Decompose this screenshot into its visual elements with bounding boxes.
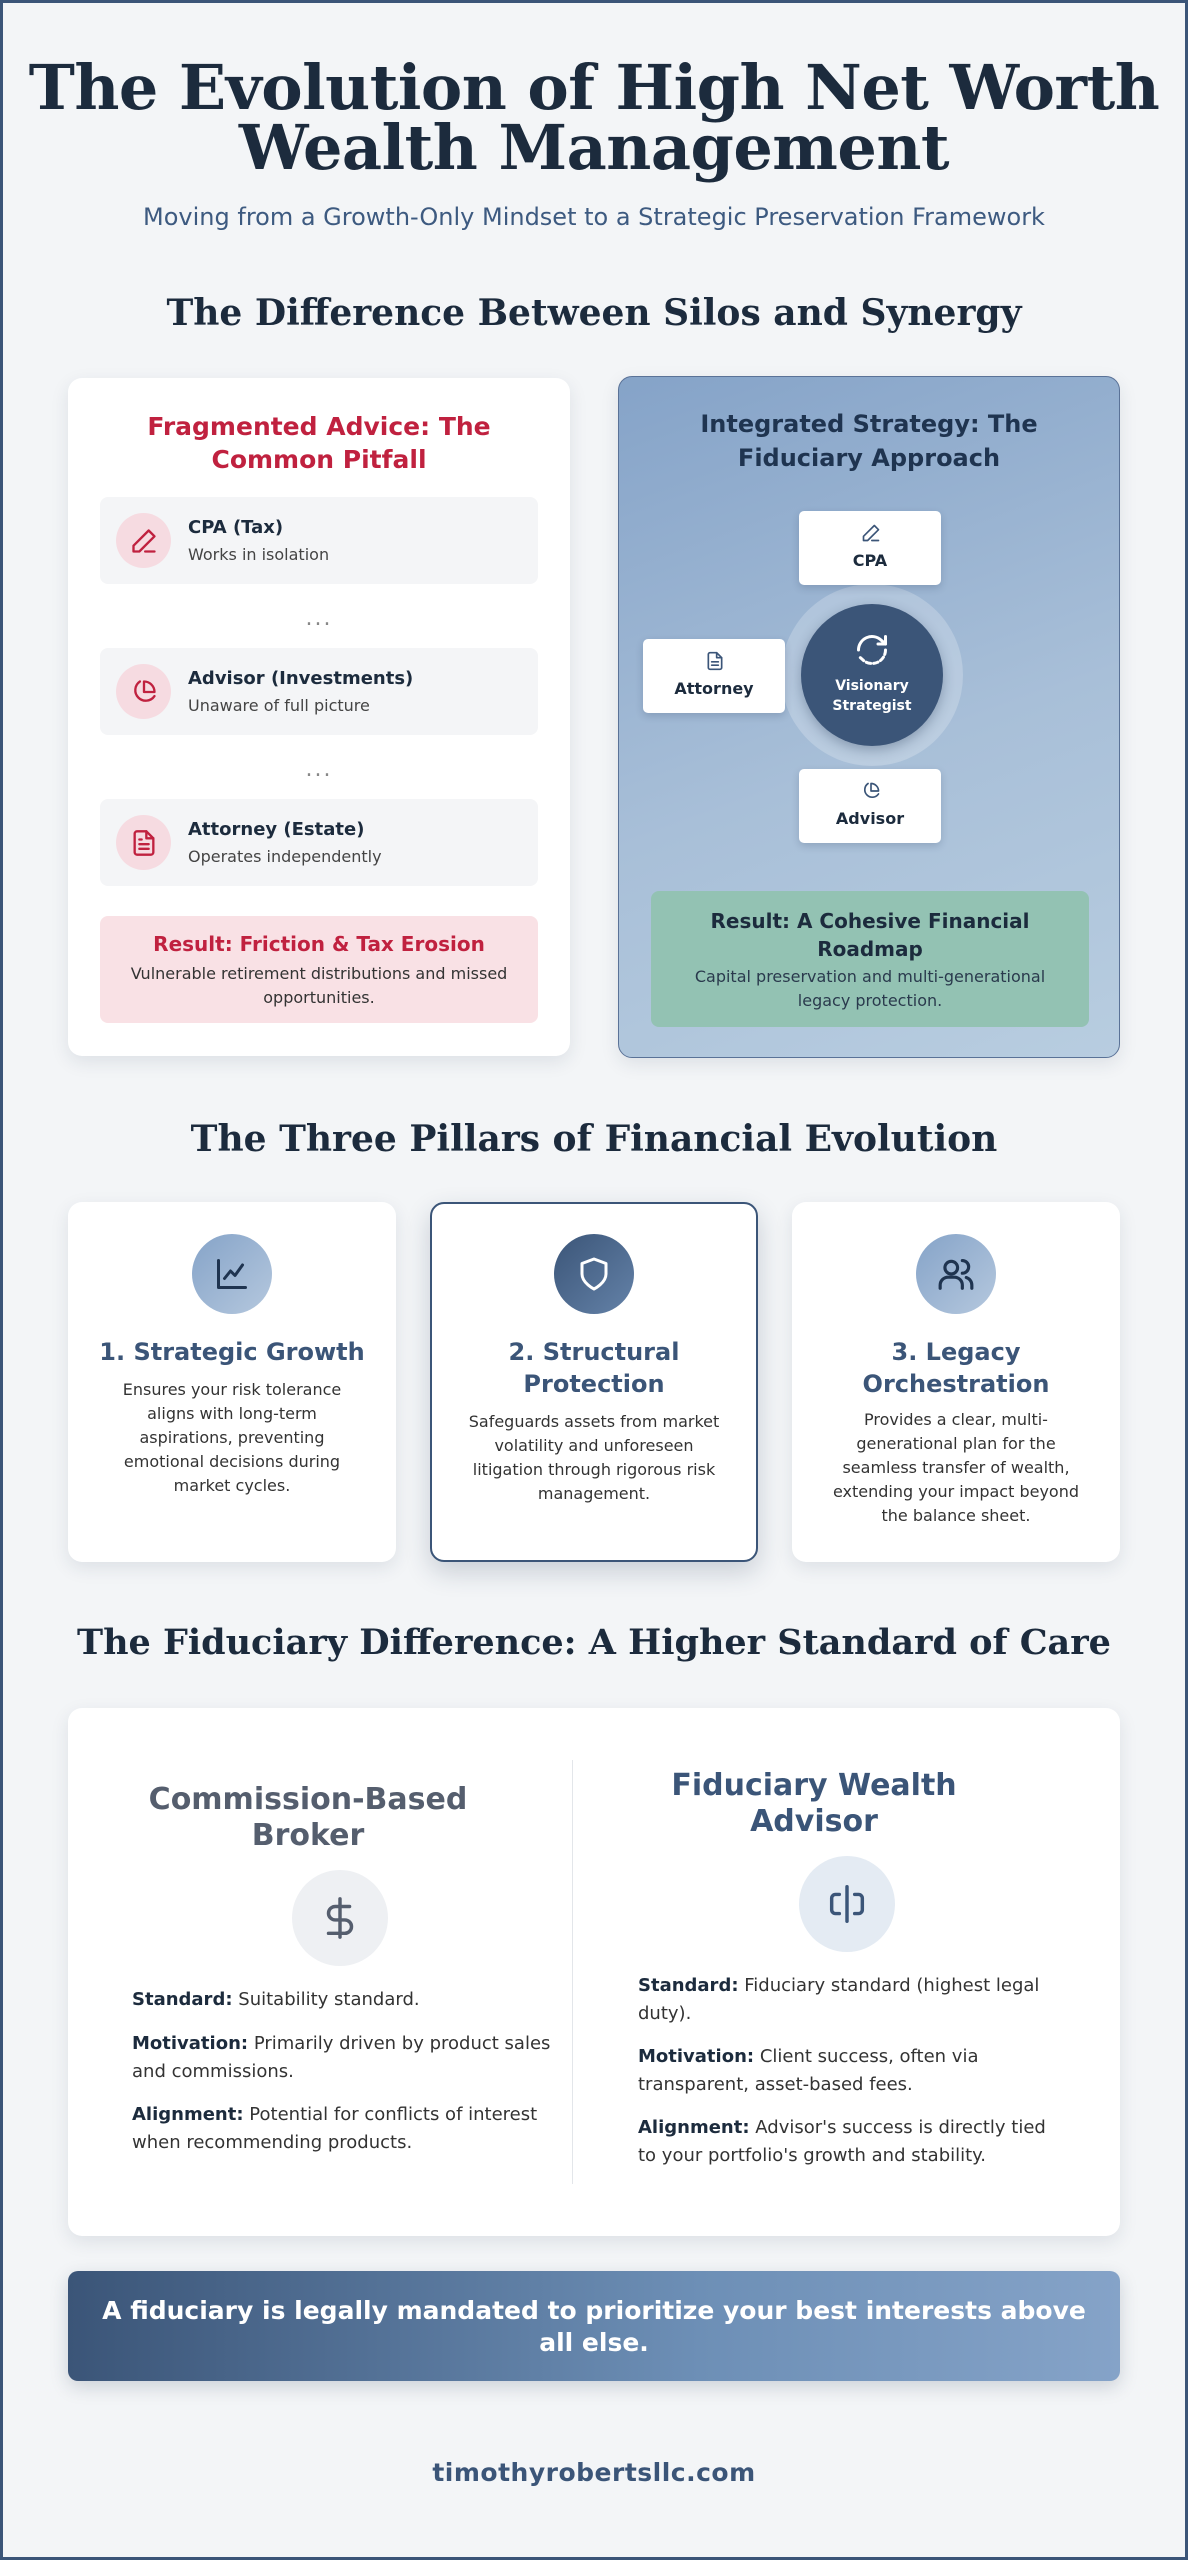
- users-icon: [916, 1234, 996, 1314]
- silo-item-cpa: [100, 497, 538, 584]
- fragmented-result-title: Result: Friction & Tax Erosion: [153, 932, 485, 956]
- row-label: Motivation:: [638, 2046, 755, 2067]
- node-advisor: [799, 769, 941, 843]
- pillar-desc: Safeguards assets from market volatility and unforeseen litigation through rigorous risk management.: [468, 1412, 720, 1503]
- pen-icon: [861, 523, 881, 547]
- row-text: Fiduciary standard (highest legal duty).: [638, 1975, 1040, 2024]
- pillar-card-protection: [430, 1202, 758, 1562]
- comparison-card: [68, 1708, 1120, 2236]
- fiduciary-row-motivation: [638, 2043, 1058, 2099]
- page-title-line1: The Evolution of High Net Worth: [28, 51, 1160, 124]
- silo-desc: Operates independently: [188, 847, 382, 866]
- row-label: Alignment:: [638, 2117, 750, 2138]
- integrated-result-desc: Capital preservation and multi-generational legacy protection.: [694, 967, 1046, 1010]
- fragmented-result-desc: Vulnerable retirement distributions and missed opportunities.: [130, 964, 508, 1007]
- pen-icon: [116, 513, 171, 568]
- silo-desc: Works in isolation: [188, 545, 330, 564]
- row-text: Suitability standard.: [238, 1989, 420, 2010]
- integrated-card-title: Integrated Strategy: The Fiduciary Approach: [700, 410, 1038, 472]
- fiduciary-row-standard: [638, 1972, 1058, 2028]
- node-attorney: [643, 639, 785, 713]
- broker-row-alignment: [132, 2101, 552, 2157]
- fiduciary-row-alignment: [638, 2114, 1058, 2170]
- pillar-title: 3. Legacy Orchestration: [862, 1338, 1050, 1398]
- integrated-result-title: Result: A Cohesive Financial Roadmap: [710, 909, 1030, 961]
- silo-name: CPA (Tax): [188, 517, 284, 538]
- silo-separator: ...: [305, 606, 333, 631]
- page-subtitle: Moving from a Growth-Only Mindset to a Strategic Preservation Framework: [143, 203, 1045, 231]
- row-text: Client success, often via transparent, asset-based fees.: [638, 2046, 979, 2095]
- node-label: CPA: [852, 551, 888, 570]
- fragmented-advice-card: [68, 378, 570, 1056]
- visionary-strategist-hub: [801, 604, 943, 746]
- row-label: Standard:: [132, 1989, 233, 2010]
- row-label: Standard:: [638, 1975, 739, 1996]
- fiduciary-mandate-banner: A fiduciary is legally mandated to prioritize your best interests above all else.: [68, 2271, 1120, 2381]
- node-label: Advisor: [835, 809, 905, 828]
- fragmented-result-box: [100, 916, 538, 1023]
- silo-separator: ...: [305, 757, 333, 782]
- node-cpa: [799, 511, 941, 585]
- pillar-title: 2. Structural Protection: [508, 1338, 680, 1398]
- fragmented-card-title: Fragmented Advice: The Common Pitfall: [147, 412, 491, 474]
- silo-name: Advisor (Investments): [188, 668, 414, 689]
- row-text: Primarily driven by product sales and commissions.: [132, 2033, 551, 2082]
- refresh-cycle-icon: [854, 632, 890, 672]
- footer-website[interactable]: timothyrobertsllc.com: [432, 2458, 756, 2487]
- fiduciary-section-title: The Fiduciary Difference: A Higher Standard of Care: [77, 1622, 1111, 1663]
- split-scale-icon: [799, 1856, 895, 1952]
- pie-chart-icon: [116, 664, 171, 719]
- silo-name: Attorney (Estate): [188, 819, 365, 840]
- hub-label-line2: Strategist: [832, 698, 912, 714]
- silo-item-advisor: [100, 648, 538, 735]
- silo-desc: Unaware of full picture: [188, 696, 370, 715]
- pillar-title: 1. Strategic Growth: [99, 1338, 365, 1366]
- hub-label-line1: Visionary: [835, 678, 909, 694]
- pillar-card-legacy: [792, 1202, 1120, 1562]
- shield-icon: [554, 1234, 634, 1314]
- integrated-result-box: [651, 891, 1089, 1027]
- dollar-icon: [292, 1870, 388, 1966]
- page-title: [0, 51, 1188, 184]
- hub-label: [801, 676, 943, 716]
- pillar-desc: Ensures your risk tolerance aligns with long-term aspirations, preventing emotional decisions during market cycles.: [122, 1380, 342, 1495]
- page-title-line2: Wealth Management: [238, 111, 950, 184]
- silos-section-title: The Difference Between Silos and Synergy: [166, 292, 1022, 334]
- node-label: Attorney: [674, 679, 754, 698]
- line-chart-icon: [192, 1234, 272, 1314]
- row-label: Alignment:: [132, 2104, 244, 2125]
- fiduciary-column-title: Fiduciary Wealth Advisor: [671, 1768, 957, 1839]
- row-text: Advisor's success is directly tied to your portfolio's growth and stability.: [638, 2117, 1046, 2166]
- integrated-strategy-card: [618, 376, 1120, 1058]
- column-divider: [572, 1760, 573, 2184]
- row-text: Potential for conflicts of interest when recommending products.: [132, 2104, 538, 2153]
- document-icon: [116, 815, 171, 870]
- broker-column-title: Commission-Based Broker: [148, 1782, 468, 1853]
- pillars-section-title: The Three Pillars of Financial Evolution: [190, 1118, 998, 1160]
- silo-item-attorney: [100, 799, 538, 886]
- pillar-desc: Provides a clear, multi-generational plan for the seamless transfer of wealth, extending your impact beyond the balance sheet.: [832, 1410, 1080, 1525]
- broker-row-standard: [132, 1986, 532, 2014]
- pillar-card-growth: [68, 1202, 396, 1562]
- row-label: Motivation:: [132, 2033, 249, 2054]
- broker-row-motivation: [132, 2030, 552, 2086]
- pie-chart-icon: [861, 781, 881, 805]
- document-icon: [705, 651, 725, 675]
